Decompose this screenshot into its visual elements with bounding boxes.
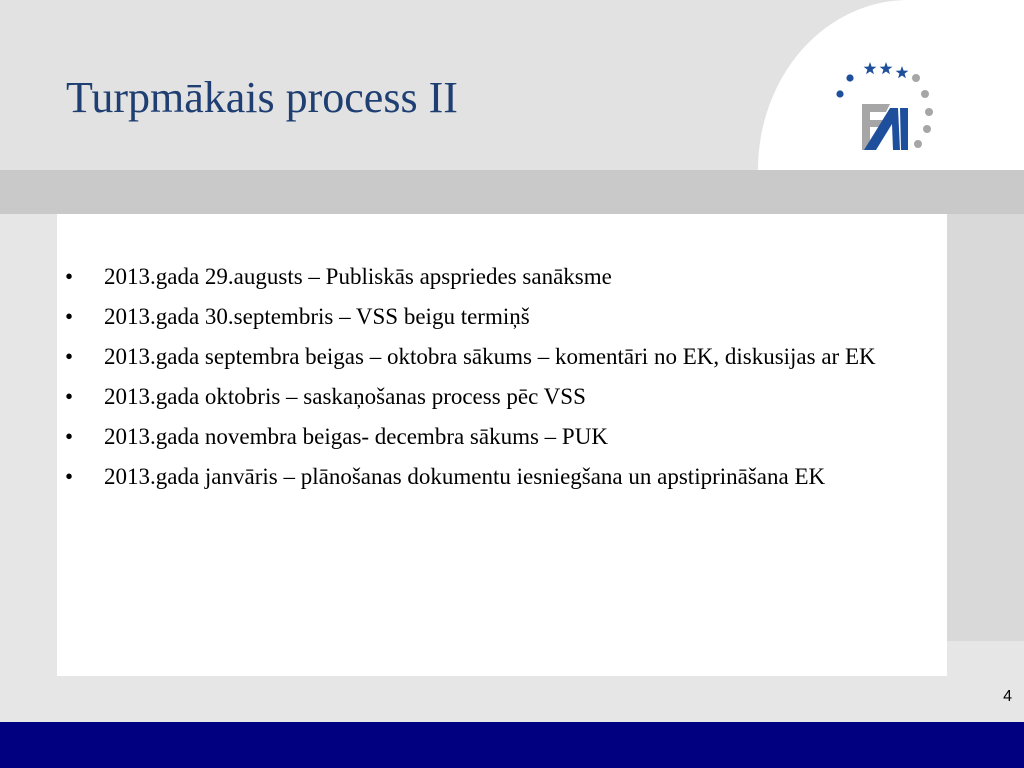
list-item [65,342,905,371]
page-number: 4 [1003,688,1012,705]
footer-bar [0,722,1024,768]
bullet-text: 2013.gada 30.septembris – VSS beigu termiņš [104,304,530,329]
slide-title: Turpmākais process II [66,73,458,122]
list-item [65,262,905,291]
bullet-marker: • [65,344,74,369]
fm-logo-icon [828,56,938,161]
bullet-text: 2013.gada 29.augusts – Publiskās apspriedes sanāksme [104,264,612,289]
bullet-marker: • [65,304,74,329]
list-item [65,302,905,331]
bullet-marker: • [65,424,74,449]
list-item [65,422,905,451]
bullet-marker: • [65,384,74,409]
bullet-text: 2013.gada oktobris – saskaņošanas process pēc VSS [104,384,586,409]
header-divider-stripe [0,170,1024,214]
bullet-list [65,262,905,502]
list-item [65,462,905,491]
right-decor-strip [947,214,1024,641]
bullet-marker: • [65,464,74,489]
bullet-text: 2013.gada septembra beigas – oktobra sākums – komentāri no EK, diskusijas ar EK [104,344,876,369]
list-item [65,382,905,411]
bullet-marker: • [65,264,74,289]
bullet-text: 2013.gada janvāris – plānošanas dokumentu iesniegšana un apstiprināšana EK [104,464,826,489]
bullet-text: 2013.gada novembra beigas- decembra sākums – PUK [104,424,608,449]
